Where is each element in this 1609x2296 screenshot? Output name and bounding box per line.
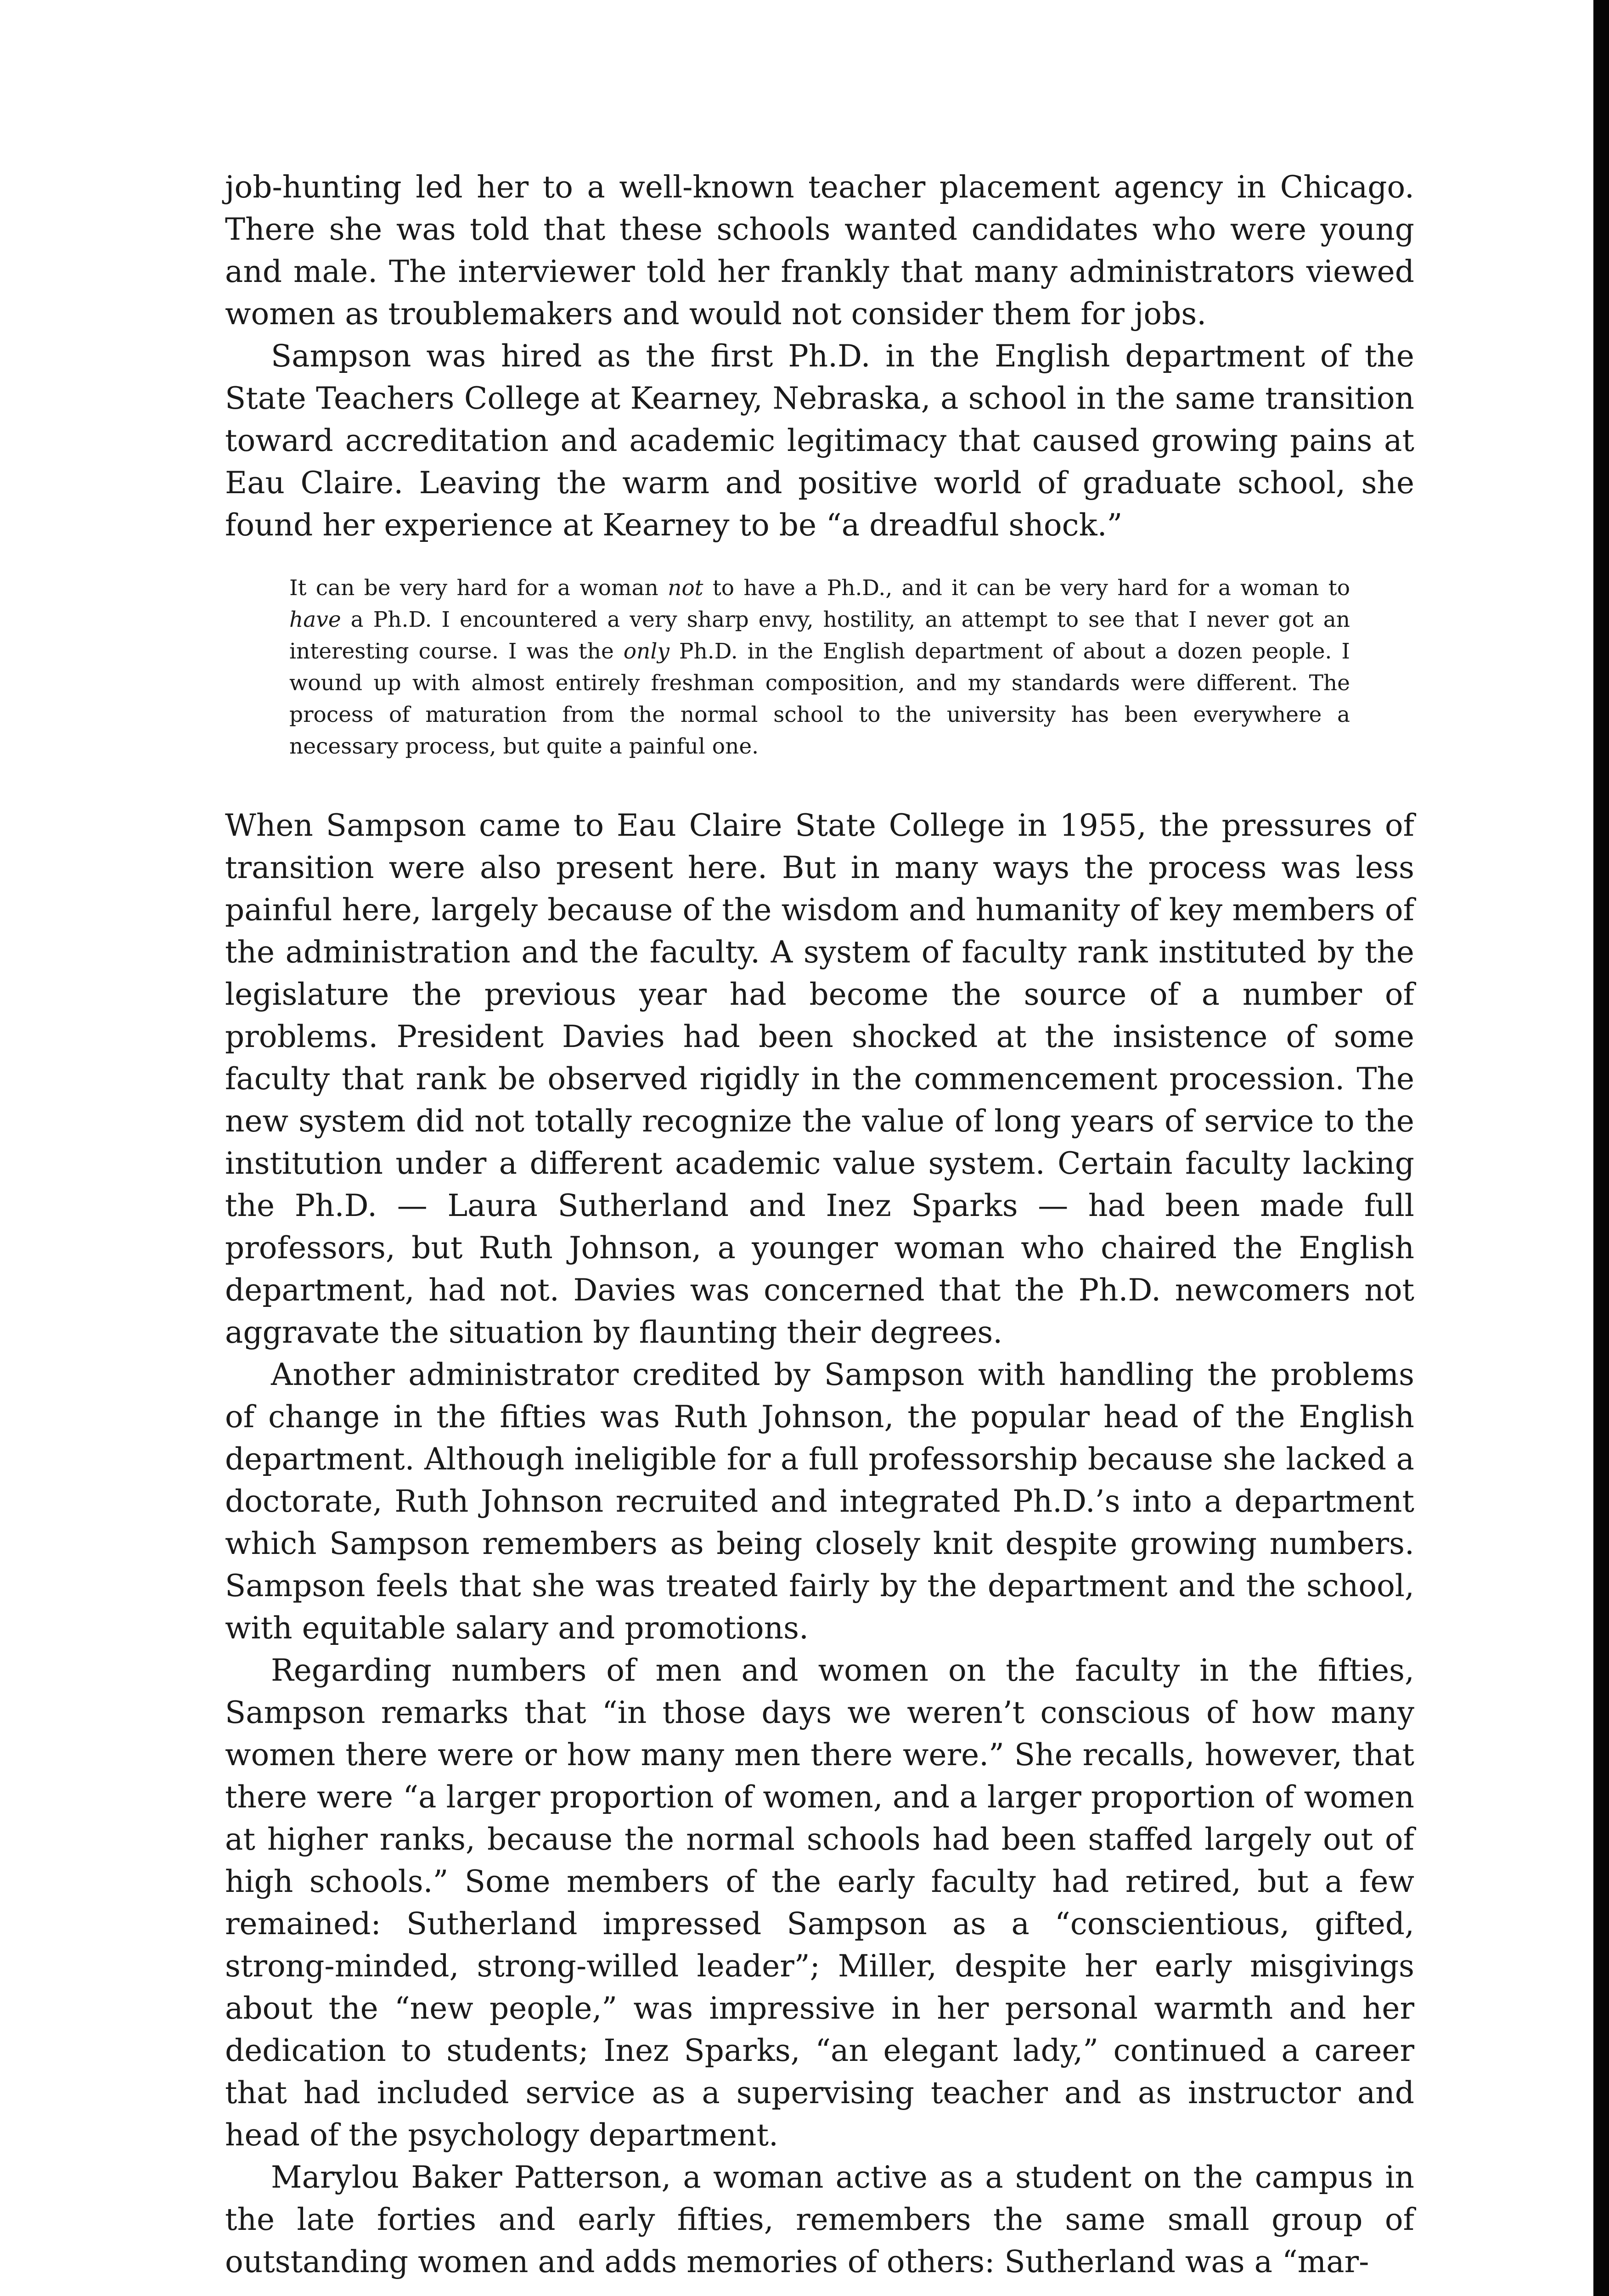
quote-emphasis: have <box>289 607 341 632</box>
quote-text: Ph.D. in the English department of about a dozen people. I wound up with almost entirely freshman composition, and my standards were different. The process of maturation from the normal school to the university has been everywhere a necessary process, but quite a painful one. <box>289 639 1350 759</box>
paragraph-ruth-johnson: Another administrator credited by Sampson with handling the problems of change in the fifties was Ruth Johnson, the popular head of the English department. Although ineligible for a full professorship because she lacked a doctorate, Ruth Johnson recruited and integrated Ph.D.’s into a department which Sampson remembers as being closely knit despite growing numbers. Sampson feels that she was treated fairly by the department and the school, with equitable salary and promotions. <box>225 1357 1414 1646</box>
bottom-text-section <box>225 805 1414 2283</box>
paragraph-patterson: Marylou Baker Patterson, a woman active as a student on the campus in the late forties and early fifties, remembers the same small group of outstanding women and adds memories of others: Sutherland was a “mar- <box>225 2160 1414 2279</box>
block-quote <box>289 572 1350 762</box>
paragraph-kearney: Sampson was hired as the first Ph.D. in the English department of the State Teachers College at Kearney, Nebraska, a school in the same transition toward accreditation and academic legitimacy that caused growing pains at Eau Claire. Leaving the warm and positive world of graduate school, she found her experience at Kearney to be “a dreadful shock.” <box>225 338 1414 543</box>
paragraph-faculty-numbers: Regarding numbers of men and women on the faculty in the fifties, Sampson remarks that “in those days we weren’t conscious of how many women there were or how many men there were.” She recalls, however, that there were “a larger proportion of women, and a larger proportion of women at higher ranks, because the normal schools had been staffed largely out of high schools.” Some members of the early faculty had retired, but a few remained: Sutherland impressed Sampson as a “conscientious, gifted, strong-minded, strong-willed leader”; Miller, despite her early misgivings about the “new people,” was impressive in her personal warmth and her dedication to students; Inez Sparks, “an elegant lady,” continued a career that had included service as a supervising teacher and as instructor and head of the psychology department. <box>225 1653 1414 2153</box>
quote-emphasis: only <box>623 639 669 664</box>
top-text-section <box>225 166 1414 546</box>
scan-edge <box>1593 0 1609 2296</box>
quote-emphasis: not <box>668 575 703 601</box>
quote-text: a Ph.D. I encountered a very sharp envy, hostility, an attempt to see that I never got an interesting course. I was the <box>289 607 1350 664</box>
quote-text: It can be very hard for a woman <box>289 575 668 601</box>
quote-text: to have a Ph.D., and it can be very hard for a woman to <box>703 575 1350 601</box>
paragraph-continuation: job-hunting led her to a well-known teacher placement agency in Chicago. There she was told that these schools wanted candidates who were young and male. The interviewer told her frankly that many administrators viewed women as troublemakers and would not consider them for jobs. <box>225 169 1414 332</box>
paragraph-eau-claire: When Sampson came to Eau Claire State College in 1955, the pressures of transition were also present here. But in many ways the process was less painful here, largely because of the wisdom and humanity of key members of the administration and the faculty. A system of faculty rank instituted by the legislature the previous year had become the source of a number of problems. President Davies had been shocked at the insistence of some faculty that rank be observed rigidly in the commencement procession. The new system did not totally recognize the value of long years of service to the institution under a different academic value system. Certain faculty lacking the Ph.D. — Laura Sutherland and Inez Sparks — had been made full professors, but Ruth Johnson, a younger woman who chaired the English department, had not. Davies was concerned that the Ph.D. newcomers not aggravate the situation by flaunting their degrees. <box>225 808 1414 1350</box>
